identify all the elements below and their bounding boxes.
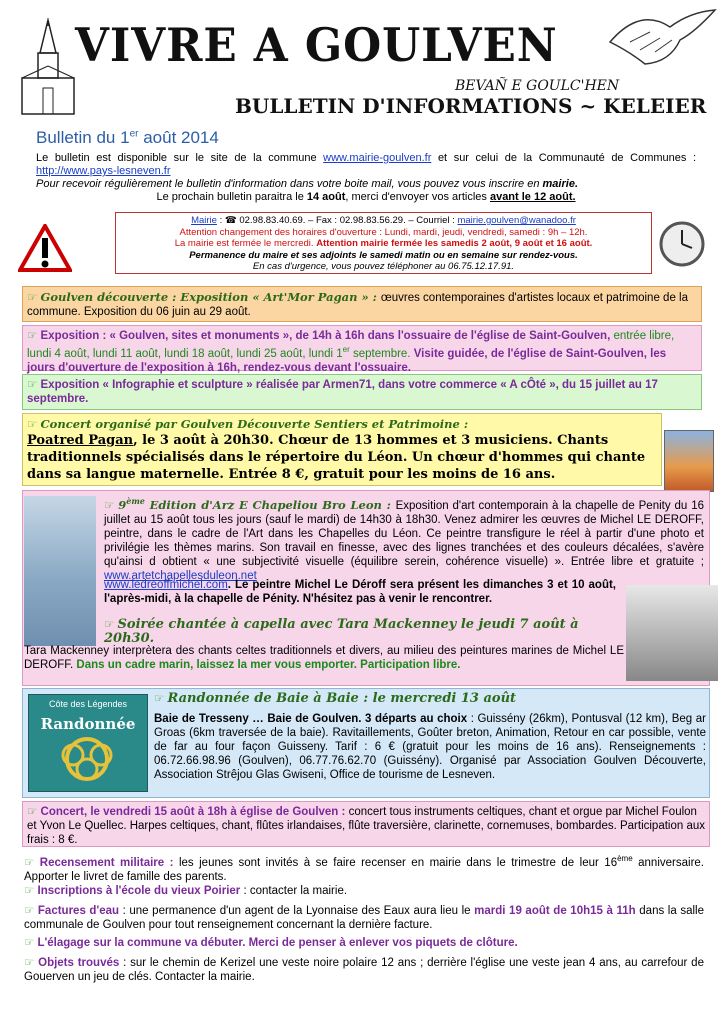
hand-icon: ☞ <box>27 419 41 431</box>
intro-paragraph: Le bulletin est disponible sur le site de la commune www.mairie-goulven.fr et sur celui de la Communauté de Communes : http://www.pays-lesneven.fr Pour recevoir régulièrement le bulletin d'information dans votre boite mail, vous pouvez vous inscrire en mairie. Le prochain bulletin paraitra le 14 août, merci d'envoyer vos articles avant le 12 août. <box>36 152 697 203</box>
bird-drawing <box>600 2 720 72</box>
hand-icon: ☞ <box>27 379 41 391</box>
arz-chapeliou-text: ☞ 9ème Edition d'Arz E Chapeliou Bro Leon : Exposition d'art contemporain à la chapelle de Penity du 16 juillet au 15 août tous les jours (sauf le mardi) de 14h30 à 18h30. Venez admirer les œuvres de Michel LE DEROFF, peintre, dans le cadre de l'Art dans les Chapelles du Léon. Ce peintre transfigure le réel à partir d'une photo et privilégie les thèmes marins. Son travail en finesse, avec des lignes tranchées et des couleurs décalées, s'avère qu'ainsi d obtient « une subjectivité visuelle (équilibre serein, cohérence visuelle) ». Entrée libre et gratuite ; www.artetchapellesduleon.net <box>104 496 704 582</box>
mairie-info-box: Mairie : ☎ 02.98.83.40.69. – Fax : 02.98.83.56.29. – Courriel : mairie.goulven@wanadoo.fr Attention changement des horaires d'ouverture : Lundi, mardi, jeudi, vendredi, samedi : 9h – 12h. La mairie est fermée le mercredi. Attention mairie fermée les samedis 2 août, 9 août et 16 août. Permanence du maire et ses adjoints le samedi matin ou en semaine sur rendez-vous. En cas d'urgence, vous pouvez téléphoner au 06.75.12.17.91. <box>115 212 652 274</box>
expo-infographie-box: ☞ Exposition « Infographie et sculpture » réalisée par Armen71, dans votre commerce « A cÔté », du 15 juillet au 17 septembre. <box>22 374 702 410</box>
commune-website-link[interactable]: www.mairie-goulven.fr <box>323 152 432 164</box>
factures-item: ☞ Factures d'eau : une permanence d'un agent de la Lyonnaise des Eaux aura lieu le mardi 19 août de 10h15 à 11h dans la salle communale de Goulven pour tout renseignement concernant la dernière facture. <box>24 905 704 931</box>
soiree-title: ☞ Soirée chantée à capella avec Tara Mackenney le jeudi 7 août à 20h30. <box>104 617 579 646</box>
hand-icon: ☞ <box>27 292 41 304</box>
ledreoffmichel-link[interactable]: www.ledreoffmichel.com <box>104 579 228 591</box>
objets-trouves-item: ☞ Objets trouvés : sur le chemin de Kerizel une veste noire polaire 12 ans ; derrière l'église une veste jean 4 ans, au carrefour de Gouerven un jeu de clés. Contacter la mairie. <box>24 957 704 983</box>
celtic-knot-icon <box>29 733 145 785</box>
newsletter-subtitle: BULLETIN D'INFORMATIONS ~ KELEIER <box>235 94 707 118</box>
artetchapelles-link[interactable]: www.artetchapellesduleon.net <box>104 569 257 582</box>
mairie-email-link[interactable]: mairie.goulven@wanadoo.fr <box>457 215 576 226</box>
clock-icon <box>658 220 706 268</box>
concert-poster-image <box>664 430 714 492</box>
cc-website-link[interactable]: http://www.pays-lesneven.fr <box>36 165 171 177</box>
mairie-label: Mairie <box>191 215 217 226</box>
church-drawing <box>18 18 78 118</box>
soiree-text: Tara Mackenney interprètera des chants celtes traditionnels et divers, au milieu des peintures marines de Michel LE DEROFF. Dans un cadre marin, laissez la mer vous emporter. Participation libre. <box>24 645 624 671</box>
randonnee-logo: Côte des Légendes Randonnée <box>28 694 148 792</box>
randonnee-text: ☞ Randonnée de Baie à Baie : le mercredi 13 août Baie de Tresseny … Baie de Goulven. 3 départs au choix : Guissény (26km), Pontusval (12 km), Beg ar Groas (6km traversée de la baie). Ravitaillements, Goûter breton, Animation, Retour en car possible, vente de far au four façon Guisseny. Tarif : 6 € (gratuit pour les moins de 16 ans). Renseignements : 06.72.66.98.96 (Goulven), 06.77.76.62.70 (Guissény). Organisé par Association Goulven Découverte, Association Strêjou Glas Gwiseni, Office de tourisme de Lesneven. <box>154 691 706 781</box>
expo-artmor-box: ☞ Goulven découverte : Exposition « Art'Mor Pagan » : œuvres contemporaines d'artistes locaux et patrimoine de la commune. Exposition du 06 juin au 29 août. <box>22 286 702 322</box>
bulletin-date: Bulletin du 1er août 2014 <box>36 128 219 147</box>
singer-photo <box>626 585 718 681</box>
concert-15-aout-box: ☞ Concert, le vendredi 15 août à 18h à église de Goulven : concert tous instruments celtiques, chant et orgue par Michel Foulon et Yvon Le Quellec. Harpes celtiques, chant, flûtes irlandaises, flûte traversière, clarinette, cornemuses, bombardes. Participation aux frais : 8 €. <box>22 801 710 847</box>
arz-deroff-text: www.ledreoffmichel.com. Le peintre Michel Le Déroff sera présent les dimanches 3 et 10 août, l'après-midi, à la chapelle de Pénity. N'hésitez pas à venir le rencontrer. <box>104 579 616 605</box>
concert-poatred-box: ☞ Concert organisé par Goulven Découverte Sentiers et Patrimoine : Poatred Pagan, le 3 août à 20h30. Chœur de 13 hommes et 3 musiciens. Chants traditionnels spécialisés dans le répertoire du Léon. Un chœur d'hommes qui chante dans sa langue maternelle. Entrée 8 €, gratuit pour les moins de 16 ans. <box>22 413 662 486</box>
boat-painting-image <box>24 496 96 646</box>
recensement-item: ☞ Recensement militaire : les jeunes sont invités à se faire recenser en mairie dans le trimestre de leur 16ème anniversaire. Apporter le livret de famille des parents. <box>24 854 704 883</box>
hand-icon: ☞ <box>27 330 41 342</box>
newsletter-subtitle-breton: BEVAÑ E GOULC'HEN <box>455 78 620 94</box>
expo-sites-box: ☞ Exposition : « Goulven, sites et monuments », de 14h à 16h dans l'ossuaire de l'église de Saint-Goulven, entrée libre, lundi 4 août, lundi 11 août, lundi 18 août, lundi 25 août, lundi 1er septembre. Visite guidée, de l'église de Saint-Goulven, les jours d'ouverture de l'exposition à 16h, rendez-vous devant l'ossuaire. <box>22 325 702 371</box>
newsletter-title: VIVRE A GOULVEN <box>75 18 558 72</box>
elagage-item: ☞ L'élagage sur la commune va débuter. Merci de penser à enlever vos piquets de clôture. <box>24 937 518 949</box>
inscriptions-item: ☞ Inscriptions à l'école du vieux Poirier : contacter la mairie. <box>24 885 348 897</box>
warning-icon <box>18 224 72 272</box>
